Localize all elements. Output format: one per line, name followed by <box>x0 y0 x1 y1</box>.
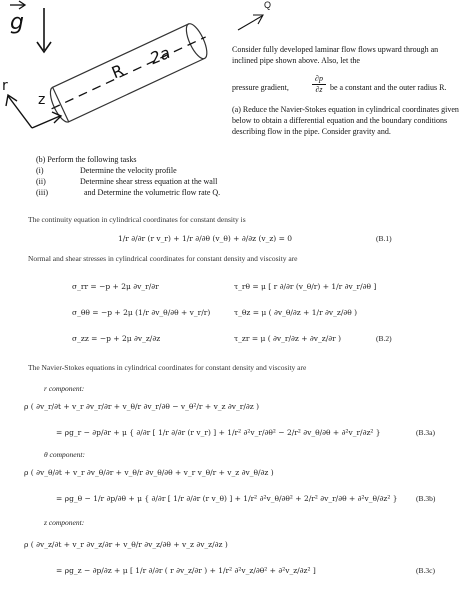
gradient-numerator: ∂p <box>312 74 326 85</box>
gravity-label: g <box>10 10 24 35</box>
z-component-label: z component: <box>44 518 85 527</box>
gradient-denominator: ∂z <box>315 85 323 94</box>
stress-zz: σ_zz = −p + 2μ ∂v_z/∂z <box>72 334 161 343</box>
flow-label: Q <box>264 0 272 10</box>
r-component-lhs: ρ ( ∂v_r/∂t + v_r ∂v_r/∂r + v_θ/r ∂v_r/∂θ − v_θ²/r + v_z ∂v_r/∂z ) <box>24 402 260 411</box>
equation-tag-b2: (B.2) <box>376 334 392 343</box>
task-text: Determine the velocity profile <box>80 166 177 175</box>
z-component-rhs: = ρg_z − ∂p/∂z + μ [ 1/r ∂/∂r ( r ∂v_z/∂r ) + 1/r² ∂²v_z/∂θ² + ∂²v_z/∂z² ] <box>56 566 316 575</box>
diameter-label: 2a <box>147 42 173 69</box>
problem-intro: Consider fully developed laminar flow flows upward through an inclined pipe shown above. Also, let the <box>232 45 439 65</box>
stress-rr: σ_rr = −p + 2μ ∂v_r/∂r <box>72 282 159 291</box>
theta-component-label: θ component: <box>44 450 85 459</box>
stress-rtheta: τ_rθ = μ [ r ∂/∂r (v_θ/r) + 1/r ∂v_r/∂θ ] <box>234 282 377 291</box>
theta-component-lhs: ρ ( ∂v_θ/∂t + v_r ∂v_θ/∂r + v_θ/r ∂v_θ/∂θ + v_r v_θ/r + v_z ∂v_θ/∂z ) <box>24 468 274 477</box>
inclined-pipe <box>44 20 214 126</box>
equation-tag-b3b: (B.3b) <box>416 494 436 503</box>
part-a-text: (a) Reduce the Navier-Stokes equation in cylindrical coordinates given below to obtain a differential equation and the boundary conditions describing flow in the pipe. Consider gravity and. <box>232 105 459 136</box>
equation-tag-b3a: (B.3a) <box>416 428 435 437</box>
task-text: Determine shear stress equation at the wall <box>80 177 218 186</box>
axis-label-r: r <box>2 78 8 94</box>
radius-label: R <box>108 60 127 83</box>
equation-tag-b3c: (B.3c) <box>416 566 435 575</box>
coordinate-axes-icon <box>6 95 61 128</box>
task-number: (iii) <box>36 188 48 197</box>
stress-thetatheta: σ_θθ = −p + 2μ (1/r ∂v_θ/∂θ + v_r/r) <box>72 308 211 317</box>
ns-intro: The Navier-Stokes equations in cylindrical coordinates for constant density and viscosity are <box>28 363 307 372</box>
task-list <box>36 165 296 198</box>
continuity-intro: The continuity equation in cylindrical coordinates for constant density is <box>28 215 246 224</box>
continuity-equation: 1/r ∂/∂r (r v_r) + 1/r ∂/∂θ (v_θ) + ∂/∂z (v_z) = 0 <box>118 234 293 243</box>
gradient-suffix: be a constant and the outer radius R. <box>330 83 447 92</box>
r-component-rhs: = ρg_r − ∂p/∂r + μ { ∂/∂r [ 1/r ∂/∂r (r v_r) ] + 1/r² ∂²v_r/∂θ² − 2/r² ∂v_θ/∂θ + ∂²v_r/∂z² } <box>56 428 381 437</box>
theta-component-rhs: = ρg_θ − 1/r ∂p/∂θ + μ { ∂/∂r [ 1/r ∂/∂r (r v_θ) ] + 1/r² ∂²v_θ/∂θ² + 2/r² ∂v_r/∂θ + ∂²v_θ/∂z² } <box>56 494 398 503</box>
task-item <box>36 176 296 187</box>
task-number: (ii) <box>36 177 46 186</box>
flow-arrow-icon <box>238 15 263 30</box>
part-b-title: (b) Perform the following tasks <box>36 155 137 164</box>
z-component-lhs: ρ ( ∂v_z/∂t + v_r ∂v_z/∂r + v_θ/r ∂v_z/∂θ + v_z ∂v_z/∂z ) <box>24 540 228 549</box>
pressure-gradient-line <box>232 74 472 100</box>
stress-zr: τ_zr = μ ( ∂v_r/∂z + ∂v_z/∂r ) <box>234 334 342 343</box>
r-component-label: r component: <box>44 384 85 393</box>
gradient-fraction <box>312 74 326 95</box>
equation-tag-b1: (B.1) <box>376 234 392 243</box>
task-item <box>36 187 296 198</box>
task-item <box>36 165 296 176</box>
axis-label-z: z <box>38 92 46 108</box>
stress-thetaz: τ_θz = μ ( ∂v_θ/∂z + 1/r ∂v_z/∂θ ) <box>234 308 358 317</box>
stress-intro: Normal and shear stresses in cylindrical coordinates for constant density and viscosity are <box>28 254 298 263</box>
task-number: (i) <box>36 166 44 175</box>
gradient-prefix: pressure gradient, <box>232 83 289 92</box>
task-text: and Determine the volumetric flow rate Q. <box>84 188 221 197</box>
